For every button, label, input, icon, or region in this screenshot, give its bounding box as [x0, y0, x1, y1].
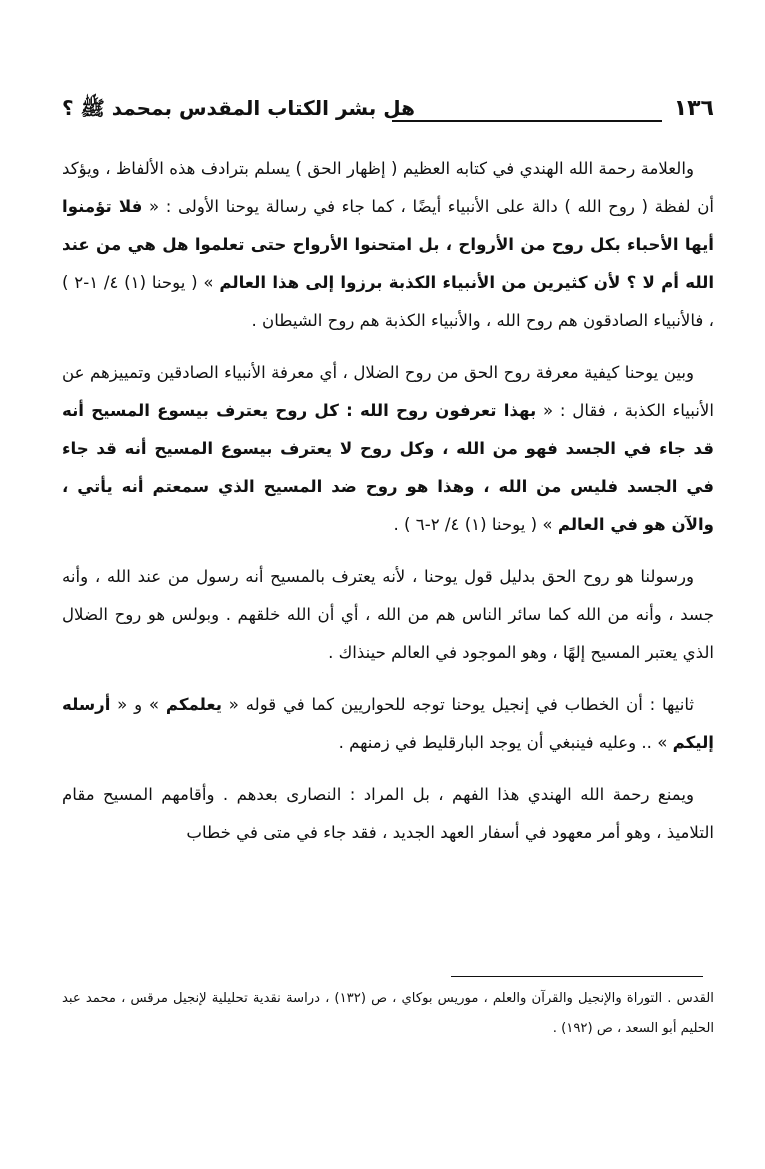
paragraph-4-quote-a: يعلمكم	[165, 695, 223, 714]
paragraph-1-quote: فلا تؤمنوا أيها الأحباء بكل روح من الأرواح ، بل امتحنوا الأرواح حتى تعلموا هل هي من عند الله أم لا ؟ لأن كثيرين من الأنبياء الكذبة برزوا إلى هذا العالم	[62, 197, 715, 292]
paragraph-4	[62, 686, 714, 762]
paragraph-4-quote-b: أرسله إليكم	[62, 695, 714, 752]
footnote	[62, 984, 714, 1044]
paragraph-3: ورسولنا هو روح الحق بدليل قول يوحنا ، لأنه يعترف بالمسيح أنه رسول من عند الله ، وأنه جسد ، وأنه من الله كما سائر الناس هم من الله ، أي أن الله خلقهم . وبولس هو روح الضلال الذي يعتبر المسيح إلهًا ، وهو الموجود في العالم حينذاك .	[62, 567, 714, 662]
paragraph-5: ويمنع رحمة الله الهندي هذا الفهم ، بل المراد : النصارى بعدهم . وأقامهم المسيح مقام التلاميذ ، وهو أمر معهود في أسفار العهد الجديد ، فقد جاء في متى في خطاب	[62, 785, 714, 842]
paragraph-2-text-a: وبين يوحنا كيفية معرفة روح الحق من روح الضلال ، أي معرفة الأنبياء الصادقين وتمييزهم عن الأنبياء الكذبة ، فقال : «	[62, 363, 715, 420]
paragraph-4-text-b: » و «	[110, 695, 166, 714]
header-rule	[392, 120, 662, 122]
page-number: ١٣٦	[673, 96, 714, 121]
paragraph-4-text-c: » .. وعليه فينبغي أن يوجد البارقليط في زمنهم .	[338, 733, 673, 752]
paragraph-2	[62, 354, 714, 544]
paragraph-4-text-a: ثانيها : أن الخطاب في إنجيل يوحنا توجه للحواريين كما في قوله «	[222, 695, 695, 714]
footnote-rule	[451, 976, 703, 977]
paragraph-1	[62, 150, 714, 340]
main-text	[62, 150, 714, 866]
running-title: هل بشر الكتاب المقدس بمحمد ﷺ ؟	[62, 96, 415, 120]
paragraph-1-text-a: والعلامة رحمة الله الهندي في كتابه العظيم ( إظهار الحق ) يسلم بترادف هذه الألفاظ ، ويؤكد أن لفظة ( روح الله ) دالة على الأنبياء أيضًا ، كما جاء في رسالة يوحنا الأولى : «	[62, 159, 715, 216]
paragraph-2-text-b: » ( يوحنا (١) ٤/ ٢-٦ ) .	[393, 515, 558, 534]
footnote-text: القدس . التوراة والإنجيل والقرآن والعلم ، موريس بوكاي ، ص (١٣٢) ، دراسة نقدية تحليلية لإنجيل مرقس ، محمد عبد الحليم أبو السعد ، ص (١٩٢) .	[62, 991, 714, 1036]
paragraph-2-quote: بهذا تعرفون روح الله : كل روح يعترف بيسوع المسيح أنه قد جاء في الجسد فهو من الله ، وكل روح لا يعترف بيسوع المسيح أنه قد جاء في الجسد فليس من الله ، وهذا هو روح ضد المسيح الذي سمعتم أنه يأتي ، والآن هو في العالم	[62, 401, 714, 534]
running-header	[62, 96, 714, 130]
paragraph-1-text-b: » ( يوحنا (١) ٤/ ١-٢ ) ، فالأنبياء الصادقون هم روح الله ، والأنبياء الكذبة هم روح الشيطان .	[62, 273, 714, 330]
